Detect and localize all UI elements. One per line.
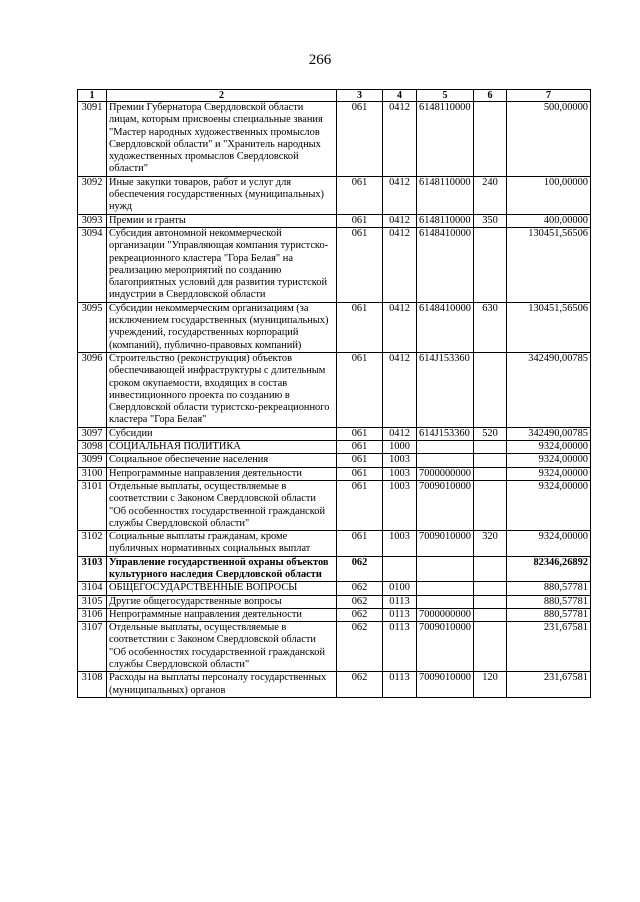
section-code: 0412 — [383, 302, 417, 352]
section-code: 0412 — [383, 427, 417, 440]
row-number: 3107 — [78, 622, 107, 672]
row-name: Субсидии некоммерческим организациям (за исключением государственных (муниципальных) учреждений, государственных корпораций (компаний), публично-правовых компаний) — [107, 302, 337, 352]
column-header: 2 — [107, 90, 337, 102]
table-row — [78, 214, 591, 227]
target-article-code: 6148410000 — [417, 227, 474, 302]
expense-type-code: 520 — [474, 427, 507, 440]
row-name: Субсидии — [107, 427, 337, 440]
amount: 100,00000 — [507, 176, 591, 214]
section-code: 0412 — [383, 102, 417, 177]
column-header: 4 — [383, 90, 417, 102]
ministry-code: 061 — [337, 531, 383, 557]
expense-type-code: 120 — [474, 672, 507, 698]
row-name: Отдельные выплаты, осуществляемые в соответствии с Законом Свердловской области "Об особенностях государственной гражданской службы Свердловской области" — [107, 480, 337, 530]
ministry-code: 061 — [337, 302, 383, 352]
table-row — [78, 672, 591, 698]
target-article-code — [417, 556, 474, 582]
expense-type-code: 350 — [474, 214, 507, 227]
row-number: 3096 — [78, 352, 107, 427]
row-number: 3093 — [78, 214, 107, 227]
ministry-code: 061 — [337, 454, 383, 467]
page-number: 266 — [308, 52, 332, 68]
section-code: 1003 — [383, 531, 417, 557]
ministry-code: 061 — [337, 441, 383, 454]
target-article-code — [417, 582, 474, 595]
table-row — [78, 441, 591, 454]
table-row — [78, 595, 591, 608]
section-code: 0100 — [383, 582, 417, 595]
target-article-code — [417, 454, 474, 467]
section-code: 0113 — [383, 608, 417, 621]
amount: 130451,56506 — [507, 302, 591, 352]
section-code: 1003 — [383, 467, 417, 480]
ministry-code: 061 — [337, 467, 383, 480]
amount: 130451,56506 — [507, 227, 591, 302]
ministry-code: 061 — [337, 176, 383, 214]
row-name: Управление государственной охраны объектов культурного наследия Свердловской области — [107, 556, 337, 582]
ministry-code: 062 — [337, 595, 383, 608]
target-article-code: 7000000000 — [417, 608, 474, 621]
expense-type-code — [474, 441, 507, 454]
amount: 9324,00000 — [507, 480, 591, 530]
amount: 880,57781 — [507, 595, 591, 608]
row-name: ОБЩЕГОСУДАРСТВЕННЫЕ ВОПРОСЫ — [107, 582, 337, 595]
amount: 9324,00000 — [507, 441, 591, 454]
row-number: 3104 — [78, 582, 107, 595]
target-article-code — [417, 441, 474, 454]
table-body — [78, 102, 591, 698]
expense-type-code — [474, 556, 507, 582]
amount: 9324,00000 — [507, 467, 591, 480]
section-code: 1000 — [383, 441, 417, 454]
table-header-row — [78, 90, 591, 102]
amount: 9324,00000 — [507, 454, 591, 467]
expense-type-code — [474, 227, 507, 302]
row-name: Непрограммные направления деятельности — [107, 467, 337, 480]
table-row — [78, 531, 591, 557]
table-row — [78, 608, 591, 621]
target-article-code: 614J153360 — [417, 352, 474, 427]
row-name: СОЦИАЛЬНАЯ ПОЛИТИКА — [107, 441, 337, 454]
row-name: Иные закупки товаров, работ и услуг для обеспечения государственных (муниципальных) нужд — [107, 176, 337, 214]
target-article-code: 614J153360 — [417, 427, 474, 440]
target-article-code: 7000000000 — [417, 467, 474, 480]
section-code: 0412 — [383, 214, 417, 227]
amount: 231,67581 — [507, 672, 591, 698]
row-number: 3102 — [78, 531, 107, 557]
row-number: 3105 — [78, 595, 107, 608]
section-code: 0113 — [383, 595, 417, 608]
amount: 342490,00785 — [507, 352, 591, 427]
amount: 342490,00785 — [507, 427, 591, 440]
section-code: 0113 — [383, 622, 417, 672]
expense-type-code: 630 — [474, 302, 507, 352]
table-row — [78, 454, 591, 467]
section-code: 0412 — [383, 227, 417, 302]
expense-type-code: 320 — [474, 531, 507, 557]
ministry-code: 062 — [337, 608, 383, 621]
ministry-code: 061 — [337, 102, 383, 177]
row-name: Премии и гранты — [107, 214, 337, 227]
table-row — [78, 102, 591, 177]
table-row — [78, 302, 591, 352]
ministry-code: 062 — [337, 622, 383, 672]
amount: 9324,00000 — [507, 531, 591, 557]
table-row — [78, 622, 591, 672]
expense-type-code — [474, 352, 507, 427]
ministry-code: 061 — [337, 352, 383, 427]
target-article-code: 7009010000 — [417, 480, 474, 530]
expense-type-code — [474, 582, 507, 595]
row-number: 3101 — [78, 480, 107, 530]
row-number: 3092 — [78, 176, 107, 214]
amount: 880,57781 — [507, 608, 591, 621]
row-number: 3098 — [78, 441, 107, 454]
target-article-code: 6148110000 — [417, 176, 474, 214]
target-article-code: 7009010000 — [417, 672, 474, 698]
ministry-code: 062 — [337, 672, 383, 698]
row-name: Непрограммные направления деятельности — [107, 608, 337, 621]
expense-type-code — [474, 454, 507, 467]
ministry-code: 062 — [337, 582, 383, 595]
target-article-code: 7009010000 — [417, 531, 474, 557]
section-code: 0113 — [383, 672, 417, 698]
row-number: 3103 — [78, 556, 107, 582]
row-number: 3099 — [78, 454, 107, 467]
amount: 500,00000 — [507, 102, 591, 177]
row-number: 3097 — [78, 427, 107, 440]
expense-type-code — [474, 480, 507, 530]
table-row — [78, 352, 591, 427]
section-code — [383, 556, 417, 582]
column-header: 7 — [507, 90, 591, 102]
ministry-code: 062 — [337, 556, 383, 582]
expense-type-code — [474, 595, 507, 608]
table-row — [78, 227, 591, 302]
target-article-code — [417, 595, 474, 608]
column-header: 1 — [78, 90, 107, 102]
amount: 880,57781 — [507, 582, 591, 595]
table-row — [78, 427, 591, 440]
target-article-code: 7009010000 — [417, 622, 474, 672]
row-name: Отдельные выплаты, осуществляемые в соответствии с Законом Свердловской области "Об особенностях государственной гражданской службы Свердловской области" — [107, 622, 337, 672]
row-number: 3094 — [78, 227, 107, 302]
section-code: 0412 — [383, 352, 417, 427]
row-number: 3108 — [78, 672, 107, 698]
column-header: 3 — [337, 90, 383, 102]
row-name: Субсидия автономной некоммерческой организации "Управляющая компания туристско-рекреационного кластера "Гора Белая" на реализацию мероприятий по созданию благоприятных условий для развития туристской индустрии в Свердловской области — [107, 227, 337, 302]
expense-type-code: 240 — [474, 176, 507, 214]
ministry-code: 061 — [337, 427, 383, 440]
row-name: Социальное обеспечение населения — [107, 454, 337, 467]
row-name: Расходы на выплаты персоналу государственных (муниципальных) органов — [107, 672, 337, 698]
row-number: 3100 — [78, 467, 107, 480]
amount: 82346,26892 — [507, 556, 591, 582]
column-header: 5 — [417, 90, 474, 102]
target-article-code: 6148110000 — [417, 214, 474, 227]
target-article-code: 6148110000 — [417, 102, 474, 177]
row-number: 3095 — [78, 302, 107, 352]
expense-type-code — [474, 467, 507, 480]
expense-type-code — [474, 608, 507, 621]
row-name: Другие общегосударственные вопросы — [107, 595, 337, 608]
target-article-code: 6148410000 — [417, 302, 474, 352]
table-row — [78, 556, 591, 582]
row-name: Строительство (реконструкция) объектов обеспечивающей инфраструктуры с длительным сроком окупаемости, входящих в состав инвестиционного проекта по созданию в Свердловской области туристско-рекреационного кластера "Гора Белая" — [107, 352, 337, 427]
budget-table — [77, 89, 591, 698]
ministry-code: 061 — [337, 480, 383, 530]
table-row — [78, 582, 591, 595]
table-row — [78, 480, 591, 530]
ministry-code: 061 — [337, 227, 383, 302]
expense-type-code — [474, 622, 507, 672]
section-code: 1003 — [383, 480, 417, 530]
section-code: 0412 — [383, 176, 417, 214]
row-number: 3091 — [78, 102, 107, 177]
table-row — [78, 467, 591, 480]
table-row — [78, 176, 591, 214]
row-name: Социальные выплаты гражданам, кроме публичных нормативных социальных выплат — [107, 531, 337, 557]
row-name: Премии Губернатора Свердловской области лицам, которым присвоены специальные звания "Мастер народных художественных промыслов Свердловской области" и "Хранитель народных художественных промыслов Свердловской области" — [107, 102, 337, 177]
amount: 231,67581 — [507, 622, 591, 672]
column-header: 6 — [474, 90, 507, 102]
ministry-code: 061 — [337, 214, 383, 227]
expense-type-code — [474, 102, 507, 177]
amount: 400,00000 — [507, 214, 591, 227]
section-code: 1003 — [383, 454, 417, 467]
row-number: 3106 — [78, 608, 107, 621]
